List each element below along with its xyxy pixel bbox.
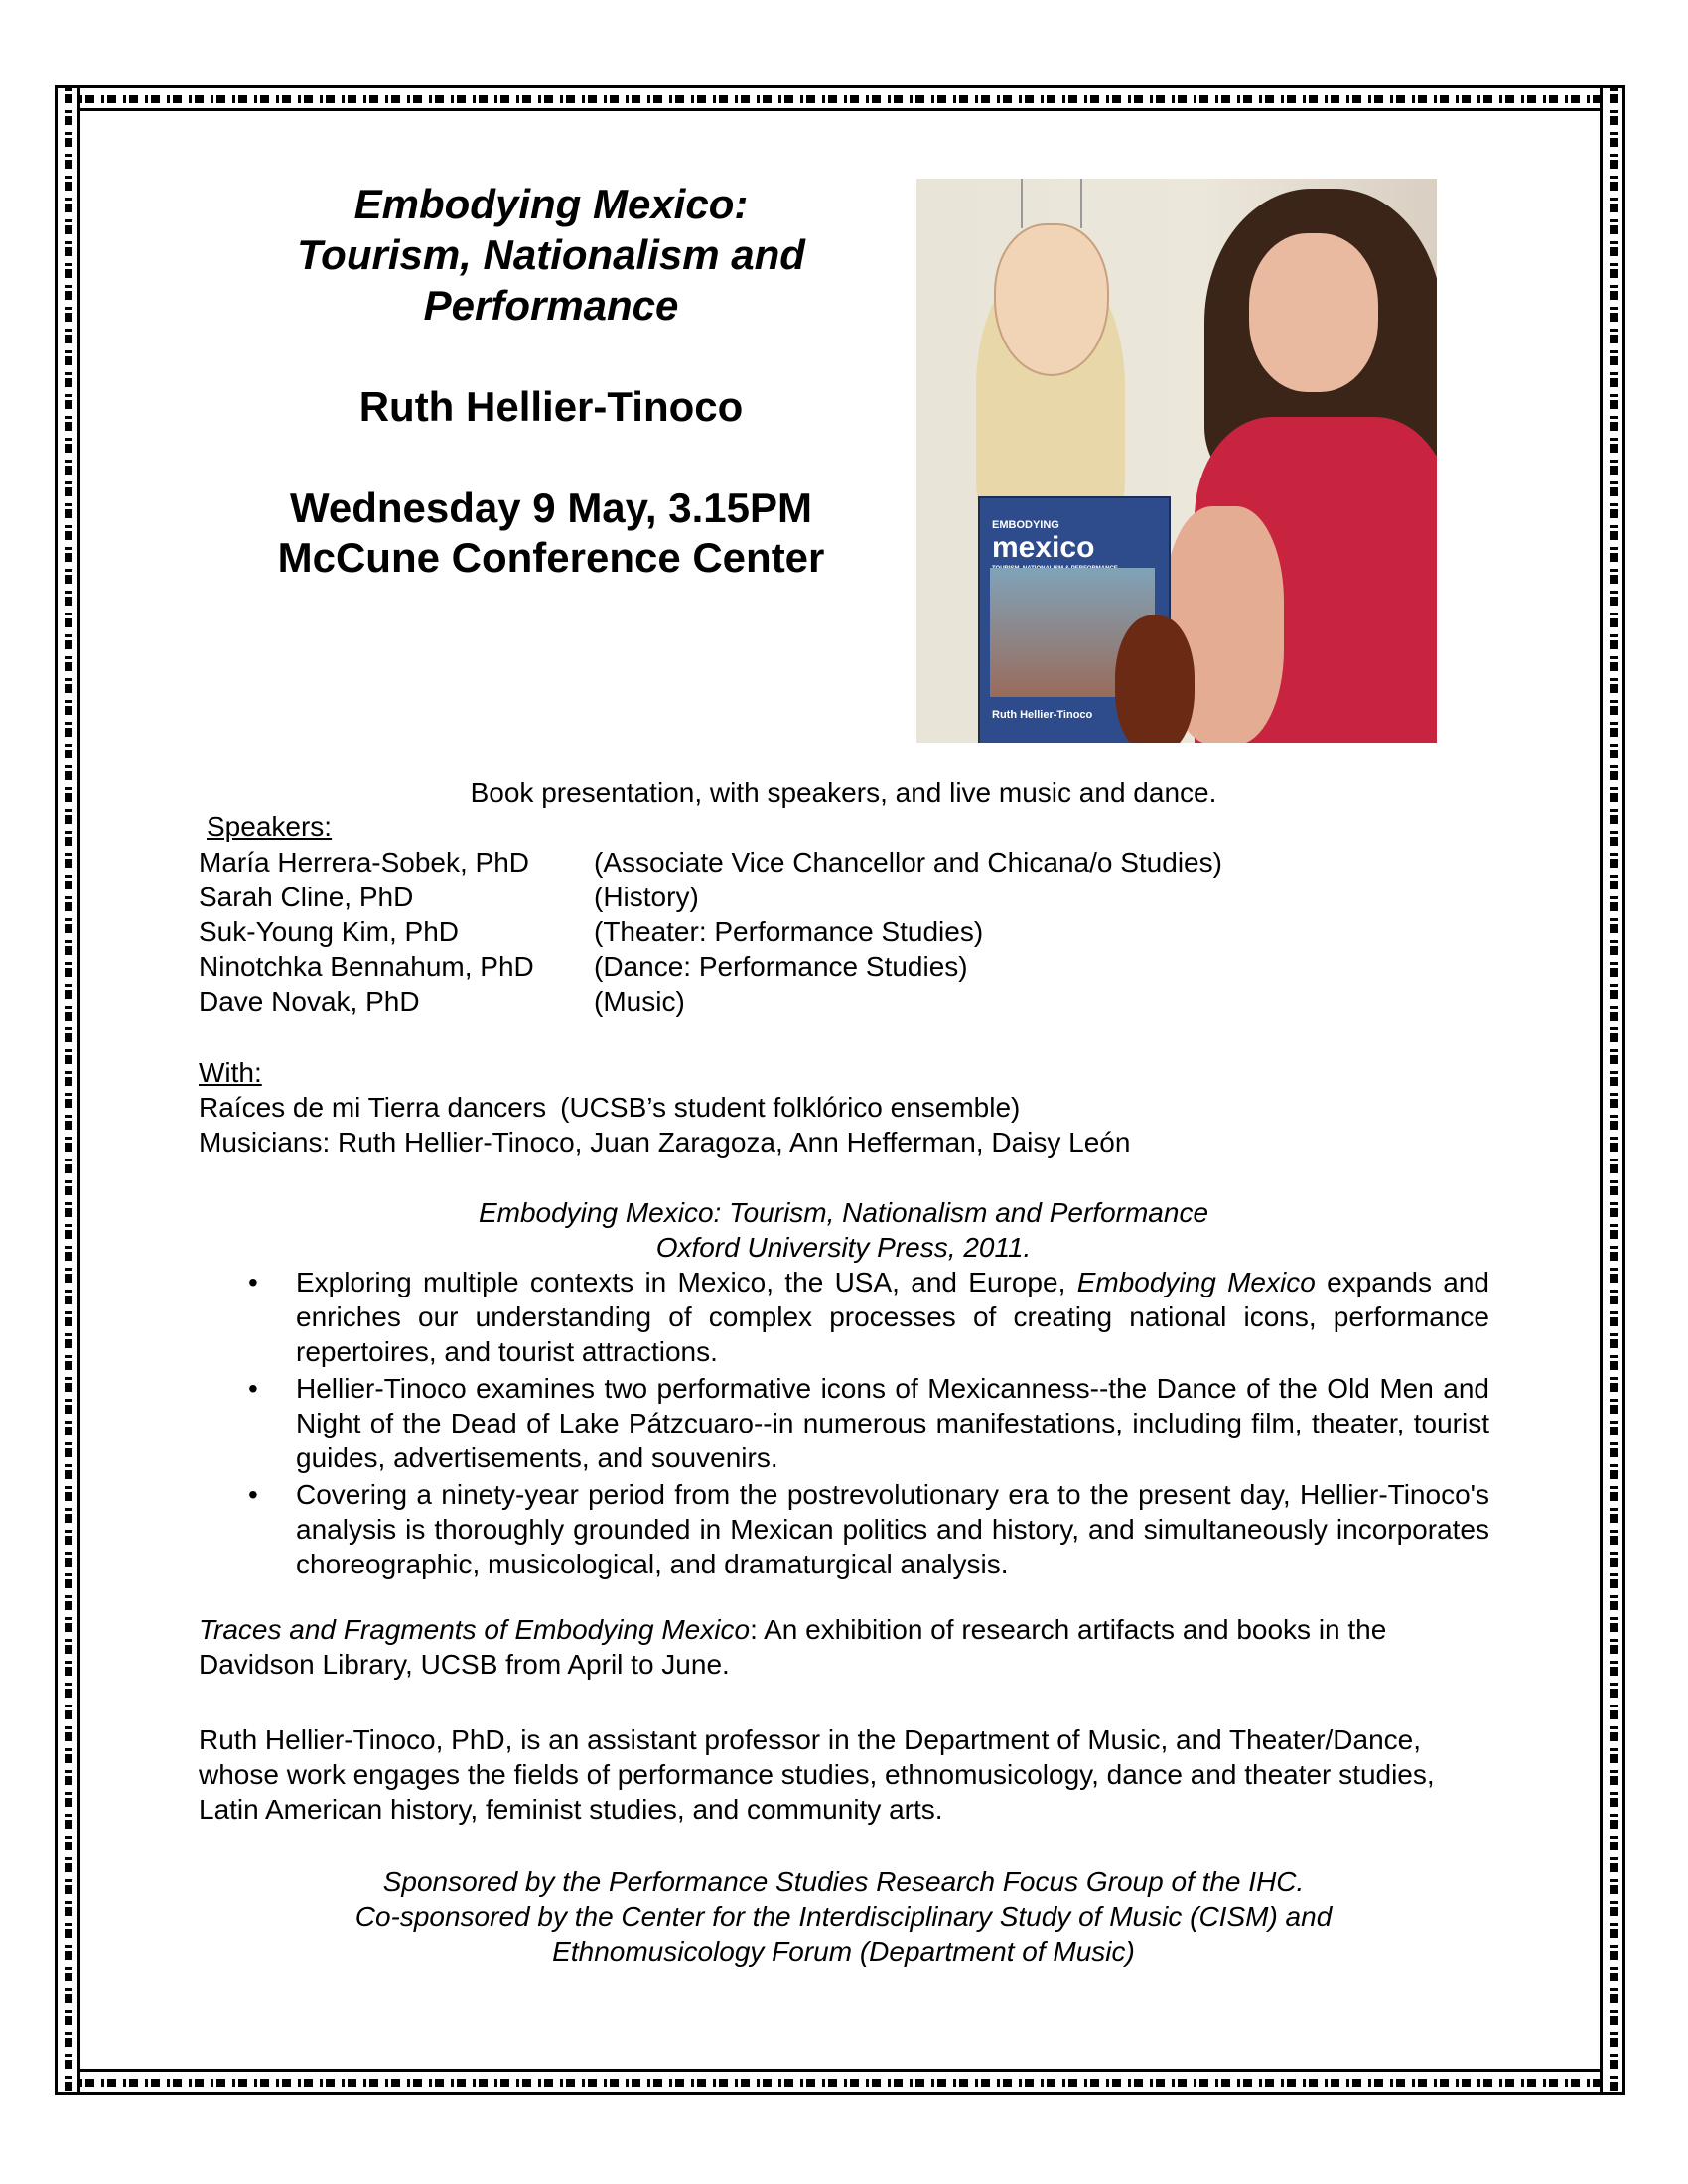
photo-book-title-line: mexico [992, 531, 1095, 564]
speaker-row [199, 949, 1390, 984]
bullet-icon: • [248, 1479, 258, 1510]
event-location: McCune Conference Center [277, 534, 825, 581]
speaker-department: (Music) [594, 986, 685, 1017]
highlight-text: expands and enriches our understanding of complex processes of creating national icons, performance repertoires, and tourist attractions. [296, 1267, 1489, 1367]
highlight-text-emphasis: Embodying Mexico [1076, 1267, 1316, 1297]
decorative-border-bottom [55, 2069, 1625, 2095]
highlight-text: Covering a ninety-year period from the postrevolutionary era to the present day, Hellier-Tinoco's analysis is thoroughly grounded in Mexican politics and history, and simultaneously incorporates choreographic, musicological, and dramaturgical analysis. [296, 1479, 1489, 1579]
speaker-name: Ninotchka Bennahum, PhD [199, 951, 534, 982]
decorative-border-right [1600, 85, 1625, 2095]
with-heading: With: [199, 1057, 262, 1088]
exhibition-text: : An exhibition of research artifacts and books in the Davidson Library, UCSB from April to June. [199, 1614, 1387, 1680]
speaker-row [199, 914, 1390, 949]
speaker-department: (Dance: Performance Studies) [594, 951, 968, 982]
speaker-name: Dave Novak, PhD [199, 986, 420, 1017]
decorative-border-top [55, 85, 1625, 111]
speaker-name: Suk-Young Kim, PhD [199, 916, 459, 947]
decorative-border-left [55, 85, 80, 2095]
sponsors-block [204, 1864, 1483, 1969]
book-highlight-item [248, 1371, 1489, 1475]
highlight-text: Exploring multiple contexts in Mexico, the USA, and Europe, [296, 1267, 1077, 1297]
event-title [204, 179, 899, 331]
book-highlight-item [248, 1477, 1489, 1581]
event-title-line: Tourism, Nationalism and [297, 231, 805, 278]
sponsor-line: Sponsored by the Performance Studies Research Focus Group of the IHC. [382, 1866, 1305, 1897]
speakers-heading: Speakers: [207, 811, 333, 842]
speaker-department: (Theater: Performance Studies) [594, 916, 984, 947]
sponsor-line: Co-sponsored by the Center for the Interdisciplinary Study of Music (CISM) and [354, 1901, 1333, 1932]
speaker-row [199, 880, 1390, 914]
photo-face [1249, 233, 1378, 392]
speaker-row [199, 984, 1390, 1019]
photo-mask [994, 223, 1109, 376]
author-photo [916, 179, 1437, 743]
speaker-name: Sarah Cline, PhD [199, 882, 414, 912]
dancers-note: (UCSB’s student folklórico ensemble) [560, 1092, 1021, 1123]
presentation-description: Book presentation, with speakers, and live music and dance. [470, 777, 1217, 808]
speaker-department: (Associate Vice Chancellor and Chicana/o Studies) [594, 847, 1222, 878]
photo-book-author: Ruth Hellier-Tinoco [992, 709, 1093, 721]
bullet-icon: • [248, 1373, 258, 1404]
musicians-line: Musicians: Ruth Hellier-Tinoco, Juan Zaragoza, Ann Hefferman, Daisy León [199, 1127, 1131, 1158]
dancers-line [199, 1091, 1020, 1125]
photo-book-title-line: EMBODYING [992, 519, 1059, 531]
event-author: Ruth Hellier-Tinoco [358, 383, 744, 430]
speaker-name: María Herrera-Sobek, PhD [199, 847, 530, 878]
book-reference-publisher: Oxford University Press, 2011. [655, 1232, 1032, 1263]
exhibition-note [199, 1612, 1470, 1682]
book-reference-title: Embodying Mexico: Tourism, Nationalism and Performance [478, 1197, 1209, 1228]
dancers-name: Raíces de mi Tierra dancers [199, 1092, 547, 1123]
event-title-line: Embodying Mexico: [353, 181, 749, 227]
author-bio: Ruth Hellier-Tinoco, PhD, is an assistant professor in the Department of Music, and Theater/Dance, whose work engages the fields of performance studies, ethnomusicology, dance and theater studies, Latin American history, feminist studies, and community arts. [199, 1724, 1435, 1825]
photo-book-title [992, 518, 1118, 574]
photo-violin [1115, 615, 1195, 743]
highlight-text: Hellier-Tinoco examines two performative icons of Mexicanness--the Dance of the Old Men and Night of the Dead of Lake Pátzcuaro--in numerous manifestations, including film, theater, tourist guides, advertisements, and souvenirs. [296, 1373, 1489, 1473]
bullet-icon: • [248, 1267, 258, 1297]
speaker-department: (History) [594, 882, 699, 912]
event-date-time: Wednesday 9 May, 3.15PM [289, 484, 812, 531]
book-highlights-list [248, 1265, 1489, 1583]
speaker-row [199, 845, 1390, 880]
book-highlight-item [248, 1265, 1489, 1369]
event-title-line: Performance [423, 282, 679, 329]
photo-mask-string [1021, 179, 1082, 228]
sponsor-line: Ethnomusicology Forum (Department of Music) [552, 1936, 1135, 1967]
speakers-list [199, 845, 1390, 1019]
exhibition-title: Traces and Fragments of Embodying Mexico [199, 1614, 751, 1645]
